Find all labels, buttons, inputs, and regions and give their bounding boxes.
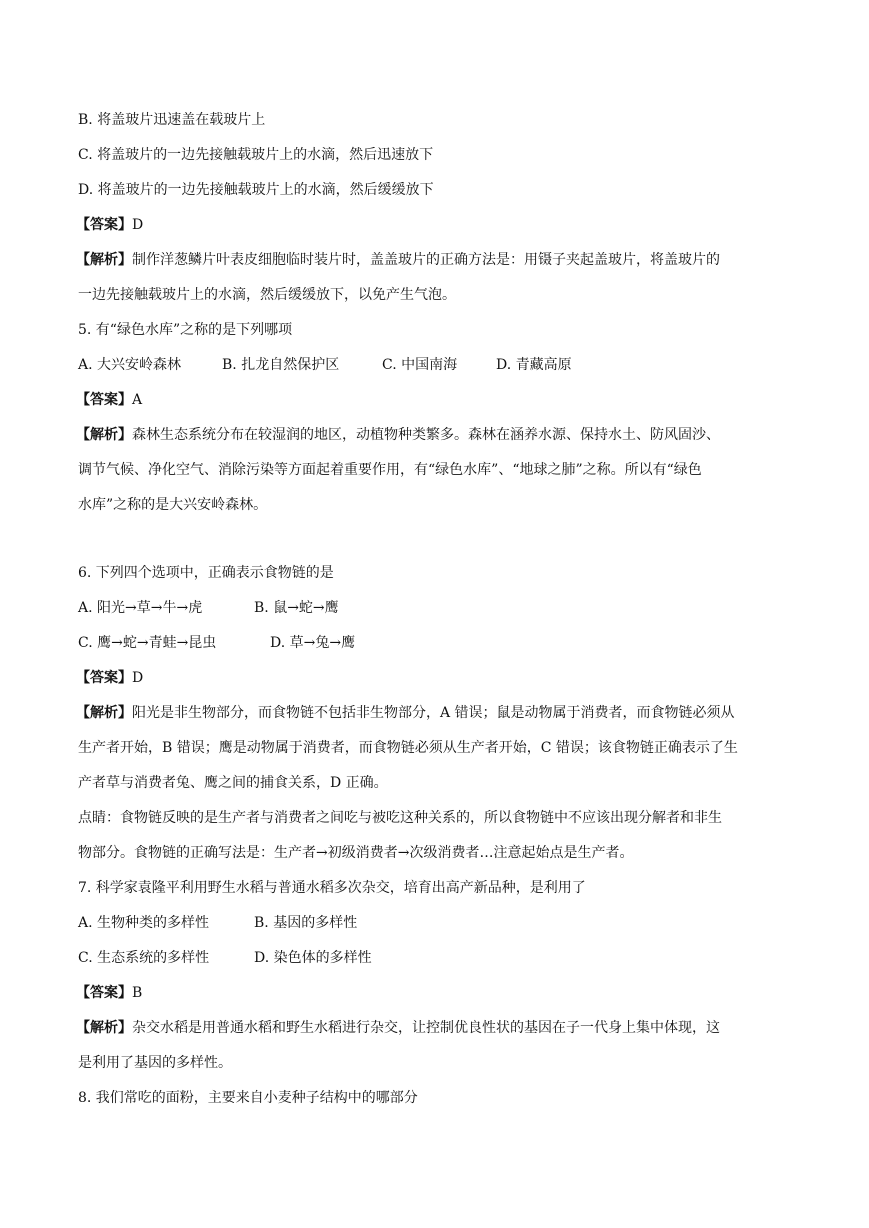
q5-option-b: B. 扎龙自然保护区 (222, 357, 340, 373)
q4-answer (76, 215, 143, 235)
q5-options (78, 355, 572, 375)
q4-analysis-line-2: 一边先接触载玻片上的水滴，然后缓缓放下，以免产生气泡。 (78, 287, 456, 303)
q6-options-row-2 (78, 633, 355, 653)
answer-value: D (132, 217, 144, 233)
q5-option-d: D. 青藏高原 (496, 357, 572, 373)
q5-analysis-line-3: 水库”之称的是大兴安岭森林。 (78, 497, 268, 513)
q7-analysis-line-1 (76, 1018, 720, 1038)
q8-question: 8. 我们常吃的面粉，主要来自小麦种子结构中的哪部分 (78, 1090, 418, 1106)
analysis-tag: 【解析】 (76, 705, 132, 721)
q6-analysis-line-1 (76, 703, 735, 723)
analysis-text: 制作洋葱鳞片叶表皮细胞临时装片时，盖盖玻片的正确方法是：用镊子夹起盖玻片，将盖玻片的 (132, 252, 720, 268)
analysis-text: 森林生态系统分布在较湿润的地区，动植物种类繁多。森林在涵养水源、保持水土、防风固沙、 (132, 427, 720, 443)
q7-question: 7. 科学家袁隆平利用野生水稻与普通水稻多次杂交，培育出高产新品种，是利用了 (78, 880, 586, 896)
analysis-text: 杂交水稻是用普通水稻和野生水稻进行杂交，让控制优良性状的基因在子一代身上集中体现，这 (132, 1020, 720, 1036)
q7-options-row-1 (78, 913, 357, 933)
answer-tag: 【答案】 (76, 392, 132, 408)
q7-option-b: B. 基因的多样性 (254, 915, 358, 931)
q6-question: 6. 下列四个选项中，正确表示食物链的是 (78, 565, 334, 581)
q4-option-b: B. 将盖玻片迅速盖在载玻片上 (78, 112, 266, 128)
q7-option-a: A. 生物种类的多样性 (78, 915, 210, 931)
q6-option-b: B. 鼠→蛇→鹰 (254, 600, 339, 616)
q6-note-line-1: 点睛：食物链反映的是生产者与消费者之间吃与被吃这种关系的，所以食物链中不应该出现分解者和非生 (78, 810, 722, 826)
q7-analysis-line-2: 是利用了基因的多样性。 (78, 1055, 232, 1071)
q6-note-line-2: 物部分。食物链的正确写法是：生产者→初级消费者→次级消费者…注意起始点是生产者。 (78, 845, 634, 861)
q5-answer (76, 390, 142, 410)
answer-tag: 【答案】 (76, 670, 132, 686)
q5-analysis-line-2: 调节气候、净化空气、消除污染等方面起着重要作用，有“绿色水库”、“地球之肺”之称。所以有“绿色 (78, 462, 702, 478)
answer-value: D (132, 670, 144, 686)
q6-option-a: A. 阳光→草→牛→虎 (78, 600, 203, 616)
analysis-tag: 【解析】 (76, 427, 132, 443)
q6-option-c: C. 鹰→蛇→青蛙→昆虫 (78, 635, 217, 651)
q6-answer (76, 668, 143, 688)
q5-question: 5. 有“绿色水库”之称的是下列哪项 (78, 322, 293, 338)
q4-option-d: D. 将盖玻片的一边先接触载玻片上的水滴，然后缓缓放下 (78, 182, 434, 198)
q7-option-d: D. 染色体的多样性 (254, 950, 372, 966)
q5-option-c: C. 中国南海 (382, 357, 458, 373)
q6-option-d: D. 草→兔→鹰 (270, 635, 356, 651)
analysis-text: 阳光是非生物部分，而食物链不包括非生物部分，A 错误；鼠是动物属于消费者，而食物链必须从 (132, 705, 735, 721)
q6-options-row-1 (78, 598, 339, 618)
answer-tag: 【答案】 (76, 217, 132, 233)
analysis-tag: 【解析】 (76, 252, 132, 268)
q4-analysis-line-1 (76, 250, 720, 270)
q5-analysis-line-1 (76, 425, 720, 445)
answer-value: A (132, 392, 143, 408)
q6-analysis-line-3: 产者草与消费者兔、鹰之间的捕食关系，D 正确。 (78, 775, 388, 791)
q7-answer (76, 983, 142, 1003)
answer-tag: 【答案】 (76, 985, 132, 1001)
q4-option-c: C. 将盖玻片的一边先接触载玻片上的水滴，然后迅速放下 (78, 147, 434, 163)
q5-option-a: A. 大兴安岭森林 (78, 357, 182, 373)
q7-option-c: C. 生态系统的多样性 (78, 950, 210, 966)
q6-analysis-line-2: 生产者开始，B 错误；鹰是动物属于消费者，而食物链必须从生产者开始，C 错误；该食物链正确表示了生 (78, 740, 738, 756)
analysis-tag: 【解析】 (76, 1020, 132, 1036)
q7-options-row-2 (78, 948, 372, 968)
answer-value: B (132, 985, 143, 1001)
